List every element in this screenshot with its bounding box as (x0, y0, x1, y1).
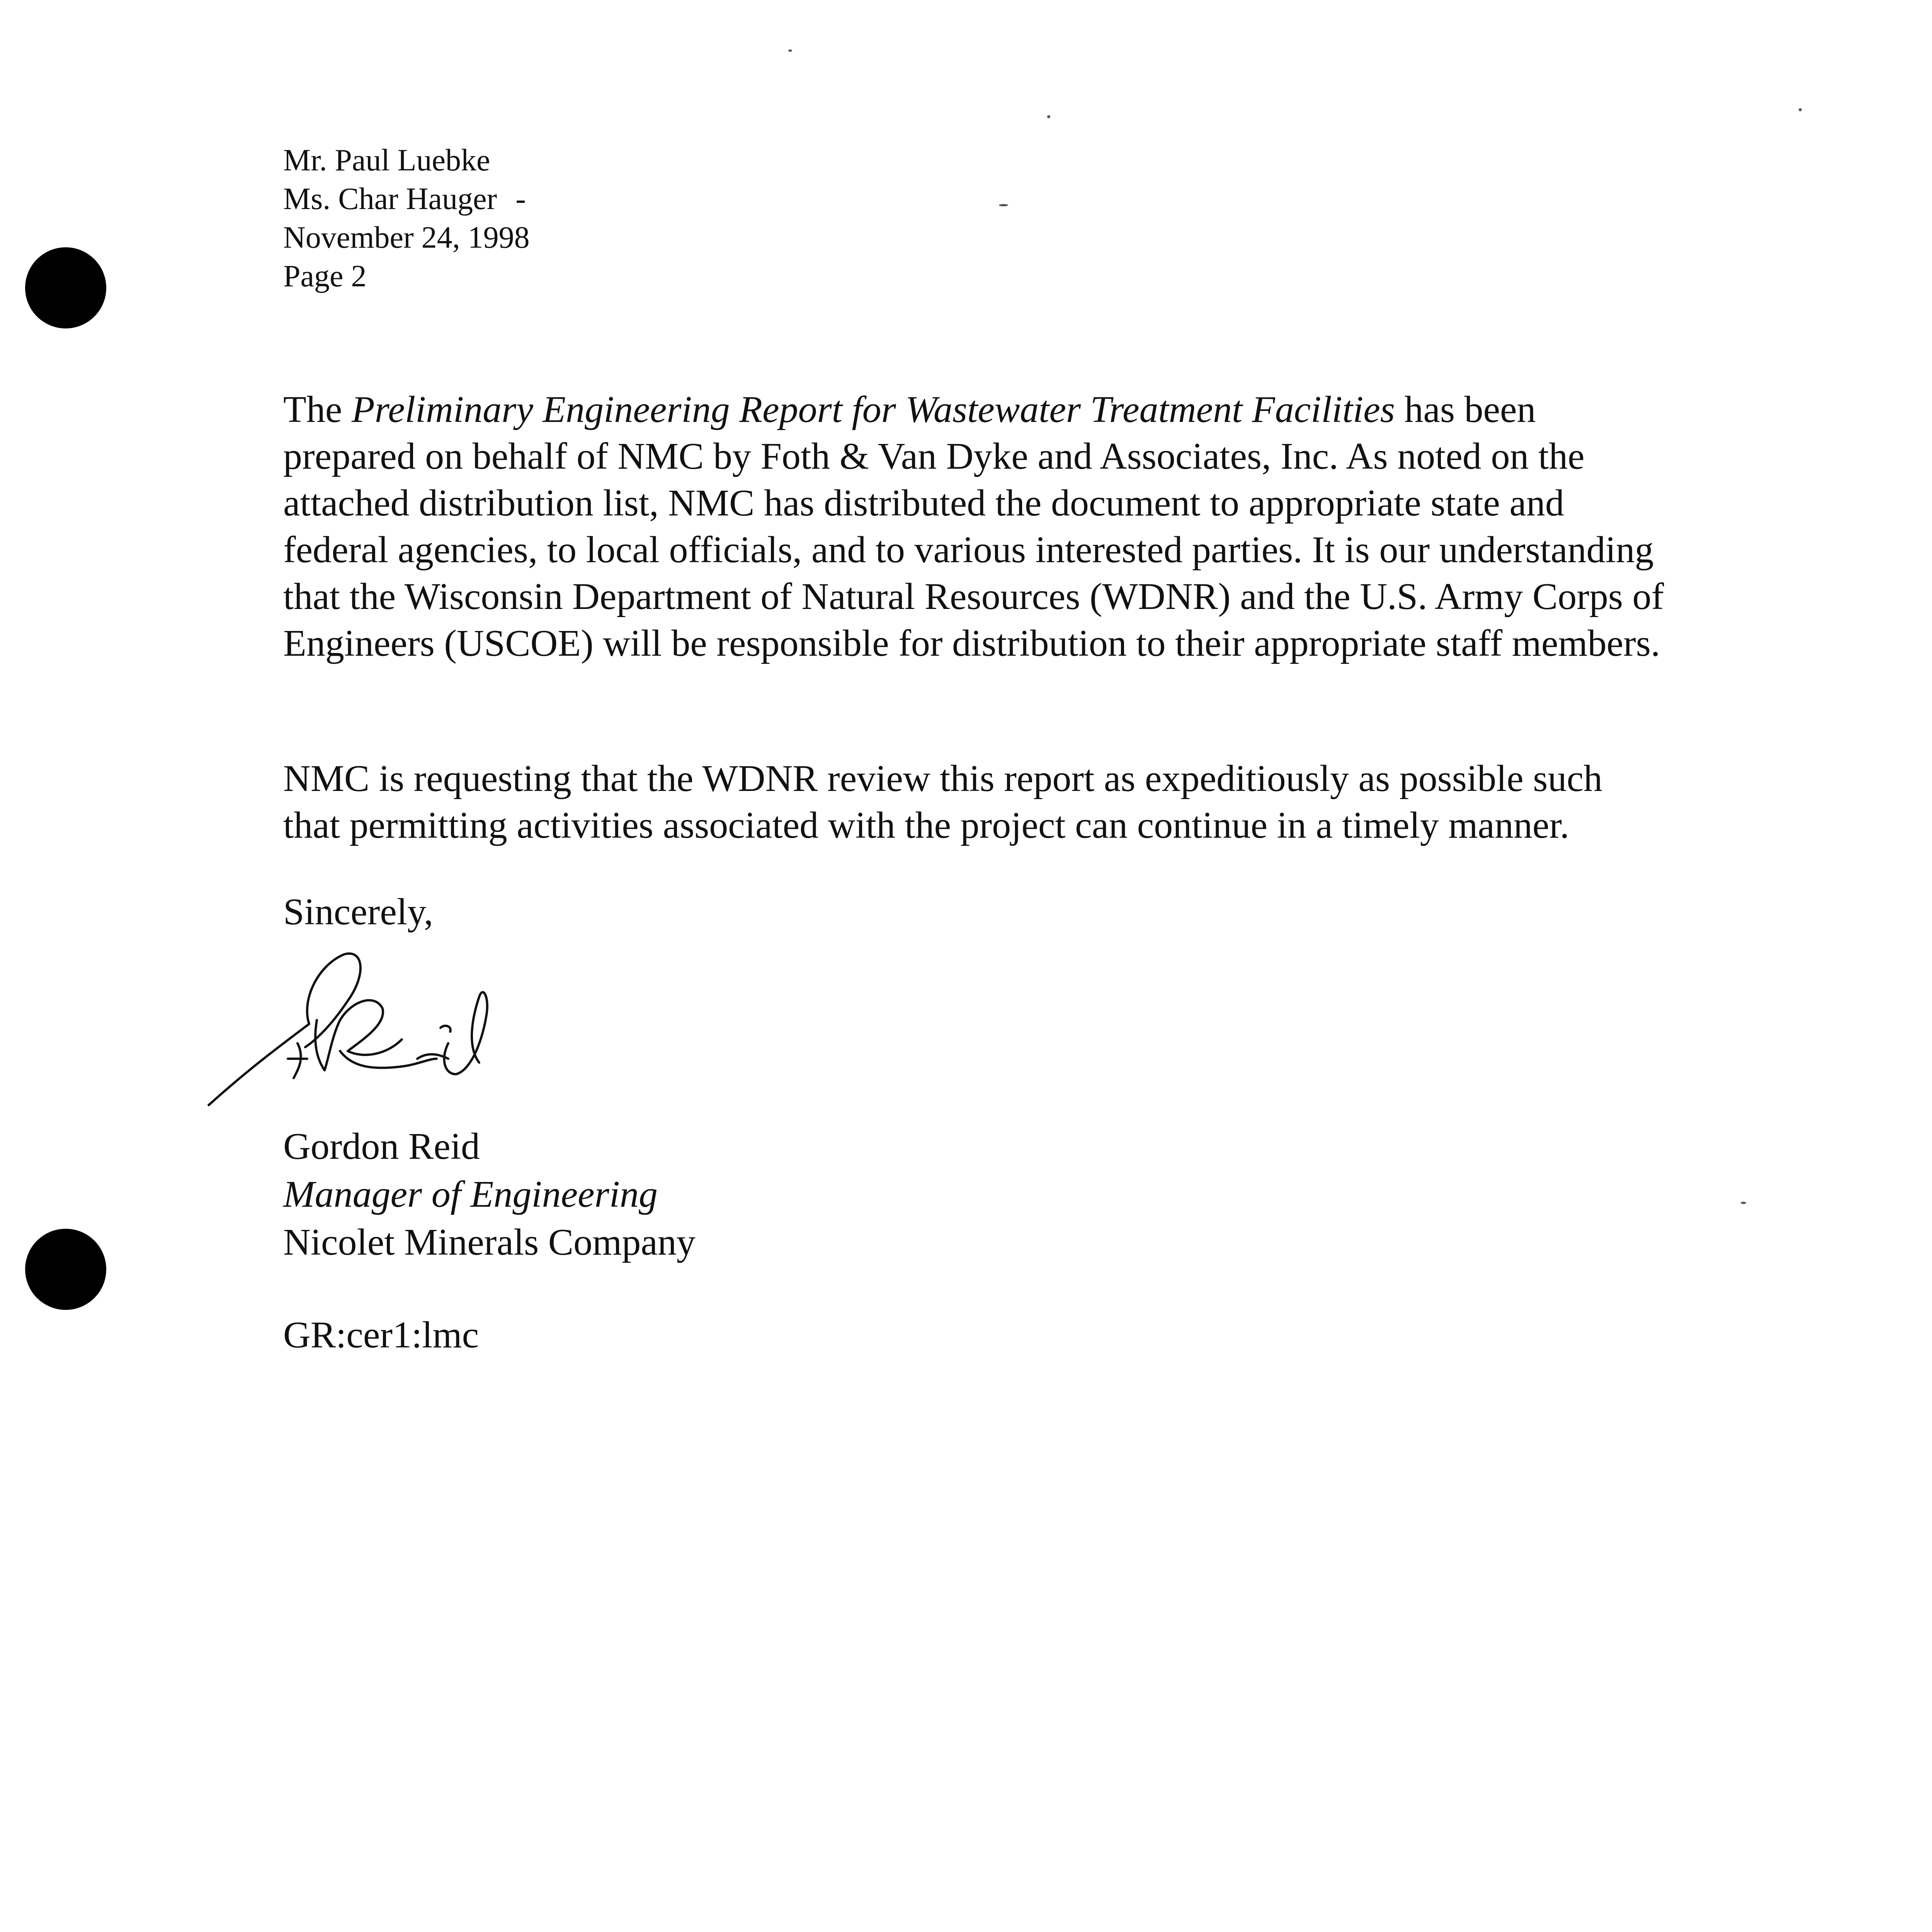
signer-name: Gordon Reid (283, 1126, 480, 1167)
body-paragraph-1 (283, 386, 1667, 667)
letter-date: November 24, 1998 (283, 221, 530, 255)
scan-dash: - (515, 182, 526, 216)
scan-speck (1741, 1202, 1746, 1204)
paragraph-lead: The (283, 389, 352, 430)
signer-company: Nicolet Minerals Company (283, 1221, 696, 1263)
address-block (283, 141, 530, 296)
scan-speck (1047, 115, 1050, 118)
handwritten-signature (201, 943, 549, 1124)
recipient-line: Mr. Paul Luebke (283, 143, 490, 177)
body-paragraph-2: NMC is requesting that the WDNR review this report as expeditiously as possible such that permitting activities associated with the project can continue in a timely manner. (283, 758, 1603, 846)
reference-initials: GR:cer1:lmc (283, 1314, 479, 1356)
signer-title: Manager of Engineering (283, 1173, 658, 1215)
signature-block (283, 1122, 696, 1266)
page-number: Page 2 (283, 259, 367, 293)
punch-hole-top (25, 247, 106, 328)
recipient-line: Ms. Char Hauger - (283, 182, 526, 216)
scan-speck (788, 49, 792, 52)
paragraph-rest: has been prepared on behalf of NMC by Foth & Van Dyke and Associates, Inc. As noted on the attached distribution list, NMC has distributed the document to appropriate state and federal agencies, to local officials, and to various interested parties. It is our understanding that the Wisconsin Department of Natural Resources (WDNR) and the U.S. Army Corps of Engineers (USCOE) will be responsible for distribution to their appropriate staff members. (283, 389, 1664, 664)
scan-speck (999, 204, 1008, 206)
closing-salutation: Sincerely, (283, 891, 434, 933)
punch-hole-middle (25, 1229, 106, 1310)
report-title: Preliminary Engineering Report for Wastewater Treatment Facilities (351, 389, 1395, 430)
scan-speck (1799, 108, 1802, 111)
